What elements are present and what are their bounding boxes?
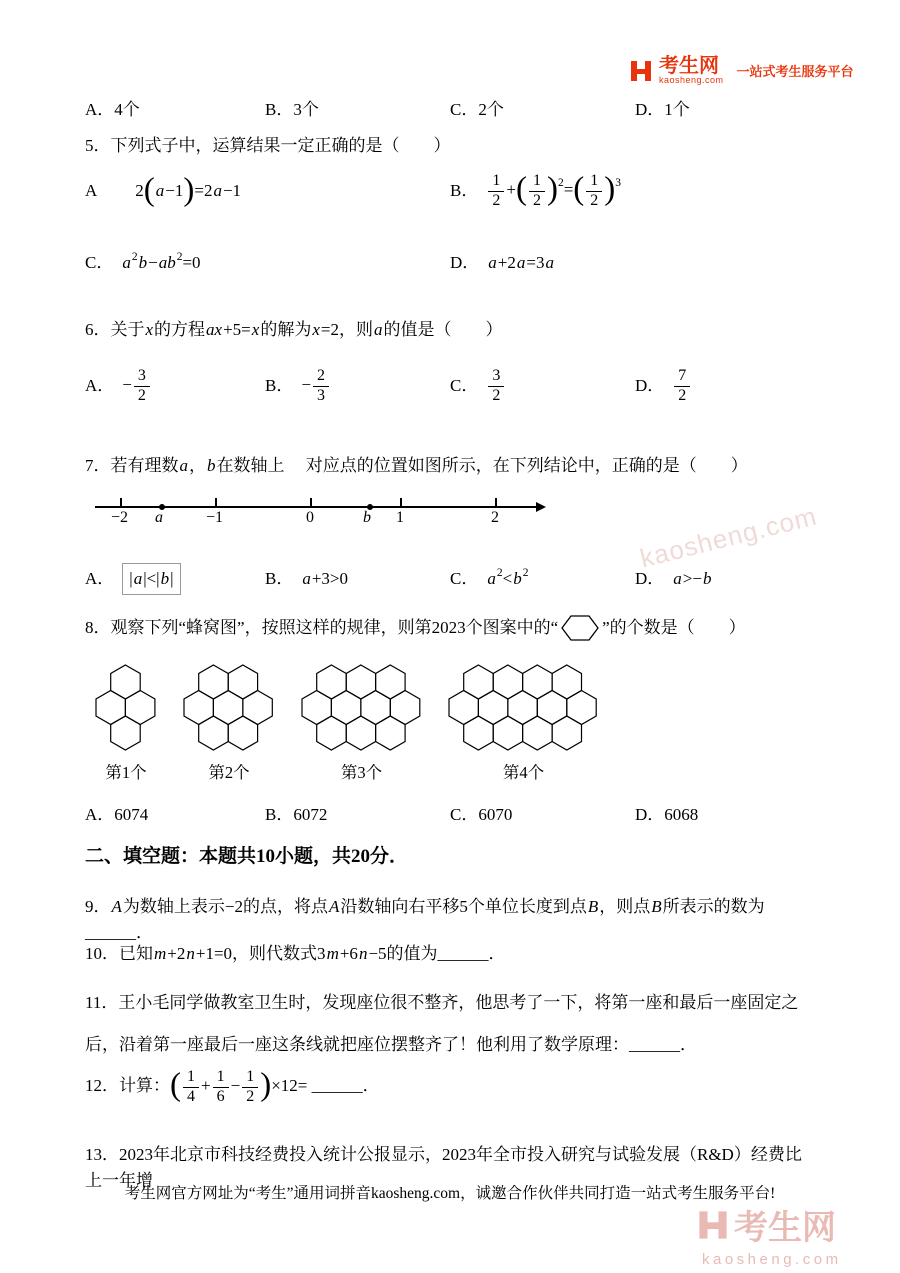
watermark-brand-domain: kaosheng.com (702, 1251, 842, 1268)
q6-options-row (85, 357, 815, 415)
watermark-brand-name: 考生网 (734, 1209, 836, 1247)
kaosheng-watermark (698, 1200, 842, 1268)
option-label: C． (85, 253, 114, 273)
kaosheng-logo-icon (630, 60, 652, 82)
q8-option-b: B．6072 (265, 805, 328, 824)
q8-stem-text-a: 8．观察下列“蜂窝图”，按照这样的规律，则第2023个图案中的“ (85, 618, 559, 638)
mid-watermark: kaosheng.com (636, 500, 820, 574)
option-label: B． (265, 376, 294, 396)
q6-option-d (635, 367, 815, 405)
q7-option-a (85, 563, 265, 595)
q6-option-c (450, 367, 635, 405)
kaosheng-watermark-icon (698, 1210, 728, 1240)
q12-formula: 12．计算：( $\frac{1}{4}$ + $\frac{1}{6}$ − $\frac{1}{2}$ )×12= ______． (85, 1067, 380, 1105)
option-formula: $a^2<b^2$ (487, 566, 529, 589)
number-line-arrow (536, 502, 546, 512)
logo-text-block (659, 56, 724, 85)
q7-stem: 7．若有理数a，b在数轴上 对应点的位置如图所示，在下列结论中，正确的是（ ） (85, 456, 748, 475)
q8-option-c: C．6070 (450, 805, 513, 824)
option-formula: | a |<| b | (122, 563, 180, 595)
honeycomb-figure-4 (448, 664, 599, 783)
option-label: B． (265, 569, 294, 589)
option-label: C． (450, 569, 479, 589)
q4-option-d: D．1个 (635, 100, 690, 119)
option-label: C． (450, 376, 479, 396)
figure-label: 第4个 (502, 763, 545, 782)
option-formula: $\frac{3}{2}$ (486, 367, 506, 405)
option-formula: a+2a=3a (488, 253, 554, 273)
q5-stem: 5．下列式子中，运算结果一定正确的是（ ） (85, 136, 451, 155)
option-label: D． (635, 376, 665, 396)
number-line: −2 −1 0 1 2 a b (95, 492, 555, 536)
honeycomb-figure-3 (301, 664, 422, 783)
q8-figures (95, 664, 599, 783)
figure-label: 第3个 (340, 763, 383, 782)
option-label: B． (450, 181, 479, 201)
q11-stem: 11．王小毛同学做教室卫生时，发现座位很不整齐，他思考了一下，将第一座和最后一座固定之后，沿着第一座最后一座这条线就把座位摆整齐了！他利用了数学原理：______． (85, 993, 799, 1054)
brand-domain: kaosheng.com (659, 75, 724, 85)
figure-label: 第2个 (208, 763, 250, 782)
option-formula: $a^2b-ab^2=0$ (122, 250, 201, 273)
honeycomb-figure-2 (183, 664, 275, 783)
q5-options-row-1 (85, 160, 815, 222)
option-formula: a+3>0 (302, 569, 349, 589)
brand-tagline: 一站式考生服务平台 (736, 64, 854, 79)
page-footer: 考生网官方网址为“考生”通用词拼音kaosheng.com，诚邀合作伙伴共同打造一站式考生服务平台! (124, 1185, 776, 1202)
option-formula: $\frac{1}{2}$ +( $\frac{1}{2}$ )$^2$=( $\frac{1}{2}$ )$^3$ (486, 172, 621, 210)
q8-options-row (85, 802, 815, 828)
figure-label: 第1个 (105, 763, 147, 782)
q4-option-a: A．4个 (85, 100, 140, 119)
kaosheng-header-logo (630, 56, 854, 85)
q6-option-b (265, 367, 450, 405)
q5-option-a (85, 172, 450, 209)
q5-options-row-2 (85, 240, 815, 286)
q4-option-b: B．3个 (265, 100, 319, 119)
option-label: D． (450, 253, 480, 273)
hexagon-icon (561, 615, 599, 641)
q5-option-c (85, 250, 450, 276)
option-formula: − $\frac{3}{2}$ (122, 367, 152, 405)
brand-name: 考生网 (659, 55, 719, 77)
option-label: A． (85, 569, 115, 589)
q6-option-a (85, 367, 265, 405)
q10-stem: 10．已知m+2n+1=0，则代数式3m+6n−5的值为______． (85, 944, 506, 963)
q7-options-row (85, 560, 815, 598)
option-label: A． (85, 376, 115, 396)
q7-option-b (265, 566, 450, 592)
q5-option-b (450, 172, 815, 210)
q4-options-row (85, 97, 815, 123)
q8-option-d: D．6068 (635, 805, 699, 824)
option-label: D． (635, 569, 665, 589)
option-formula: a>−b (673, 569, 712, 589)
option-formula: − $\frac{2}{3}$ (301, 367, 331, 405)
q7-option-c (450, 566, 635, 592)
q4-option-c: C．2个 (450, 100, 504, 119)
q8-stem-text-b: ”的个数是（ ） (602, 618, 746, 638)
q13-stem: 13．2023年北京市科技经费投入统计公报显示，2023年全市投入研究与试验发展（R&D）经费比上一年增 (85, 1145, 802, 1190)
q6-stem: 6．关于x的方程ax+5=x的解为x=2，则a的值是（ ） (85, 320, 503, 339)
honeycomb-figure-1 (95, 664, 157, 783)
section2-title: 二、填空题：本题共10小题，共20分． (85, 846, 409, 867)
q8-stem (85, 606, 815, 650)
q5-option-d (450, 250, 815, 276)
q9-stem: 9．A为数轴上表示−2的点，将点A沿数轴向右平移5个单位长度到点B，则点B所表示的数为______． (85, 897, 765, 942)
q12-stem (85, 1058, 815, 1116)
option-formula: 2(a−1)=2a−1 (135, 172, 242, 209)
option-formula: $\frac{7}{2}$ (672, 367, 692, 405)
option-label: A (85, 181, 98, 201)
q8-option-a: A．6074 (85, 805, 149, 824)
